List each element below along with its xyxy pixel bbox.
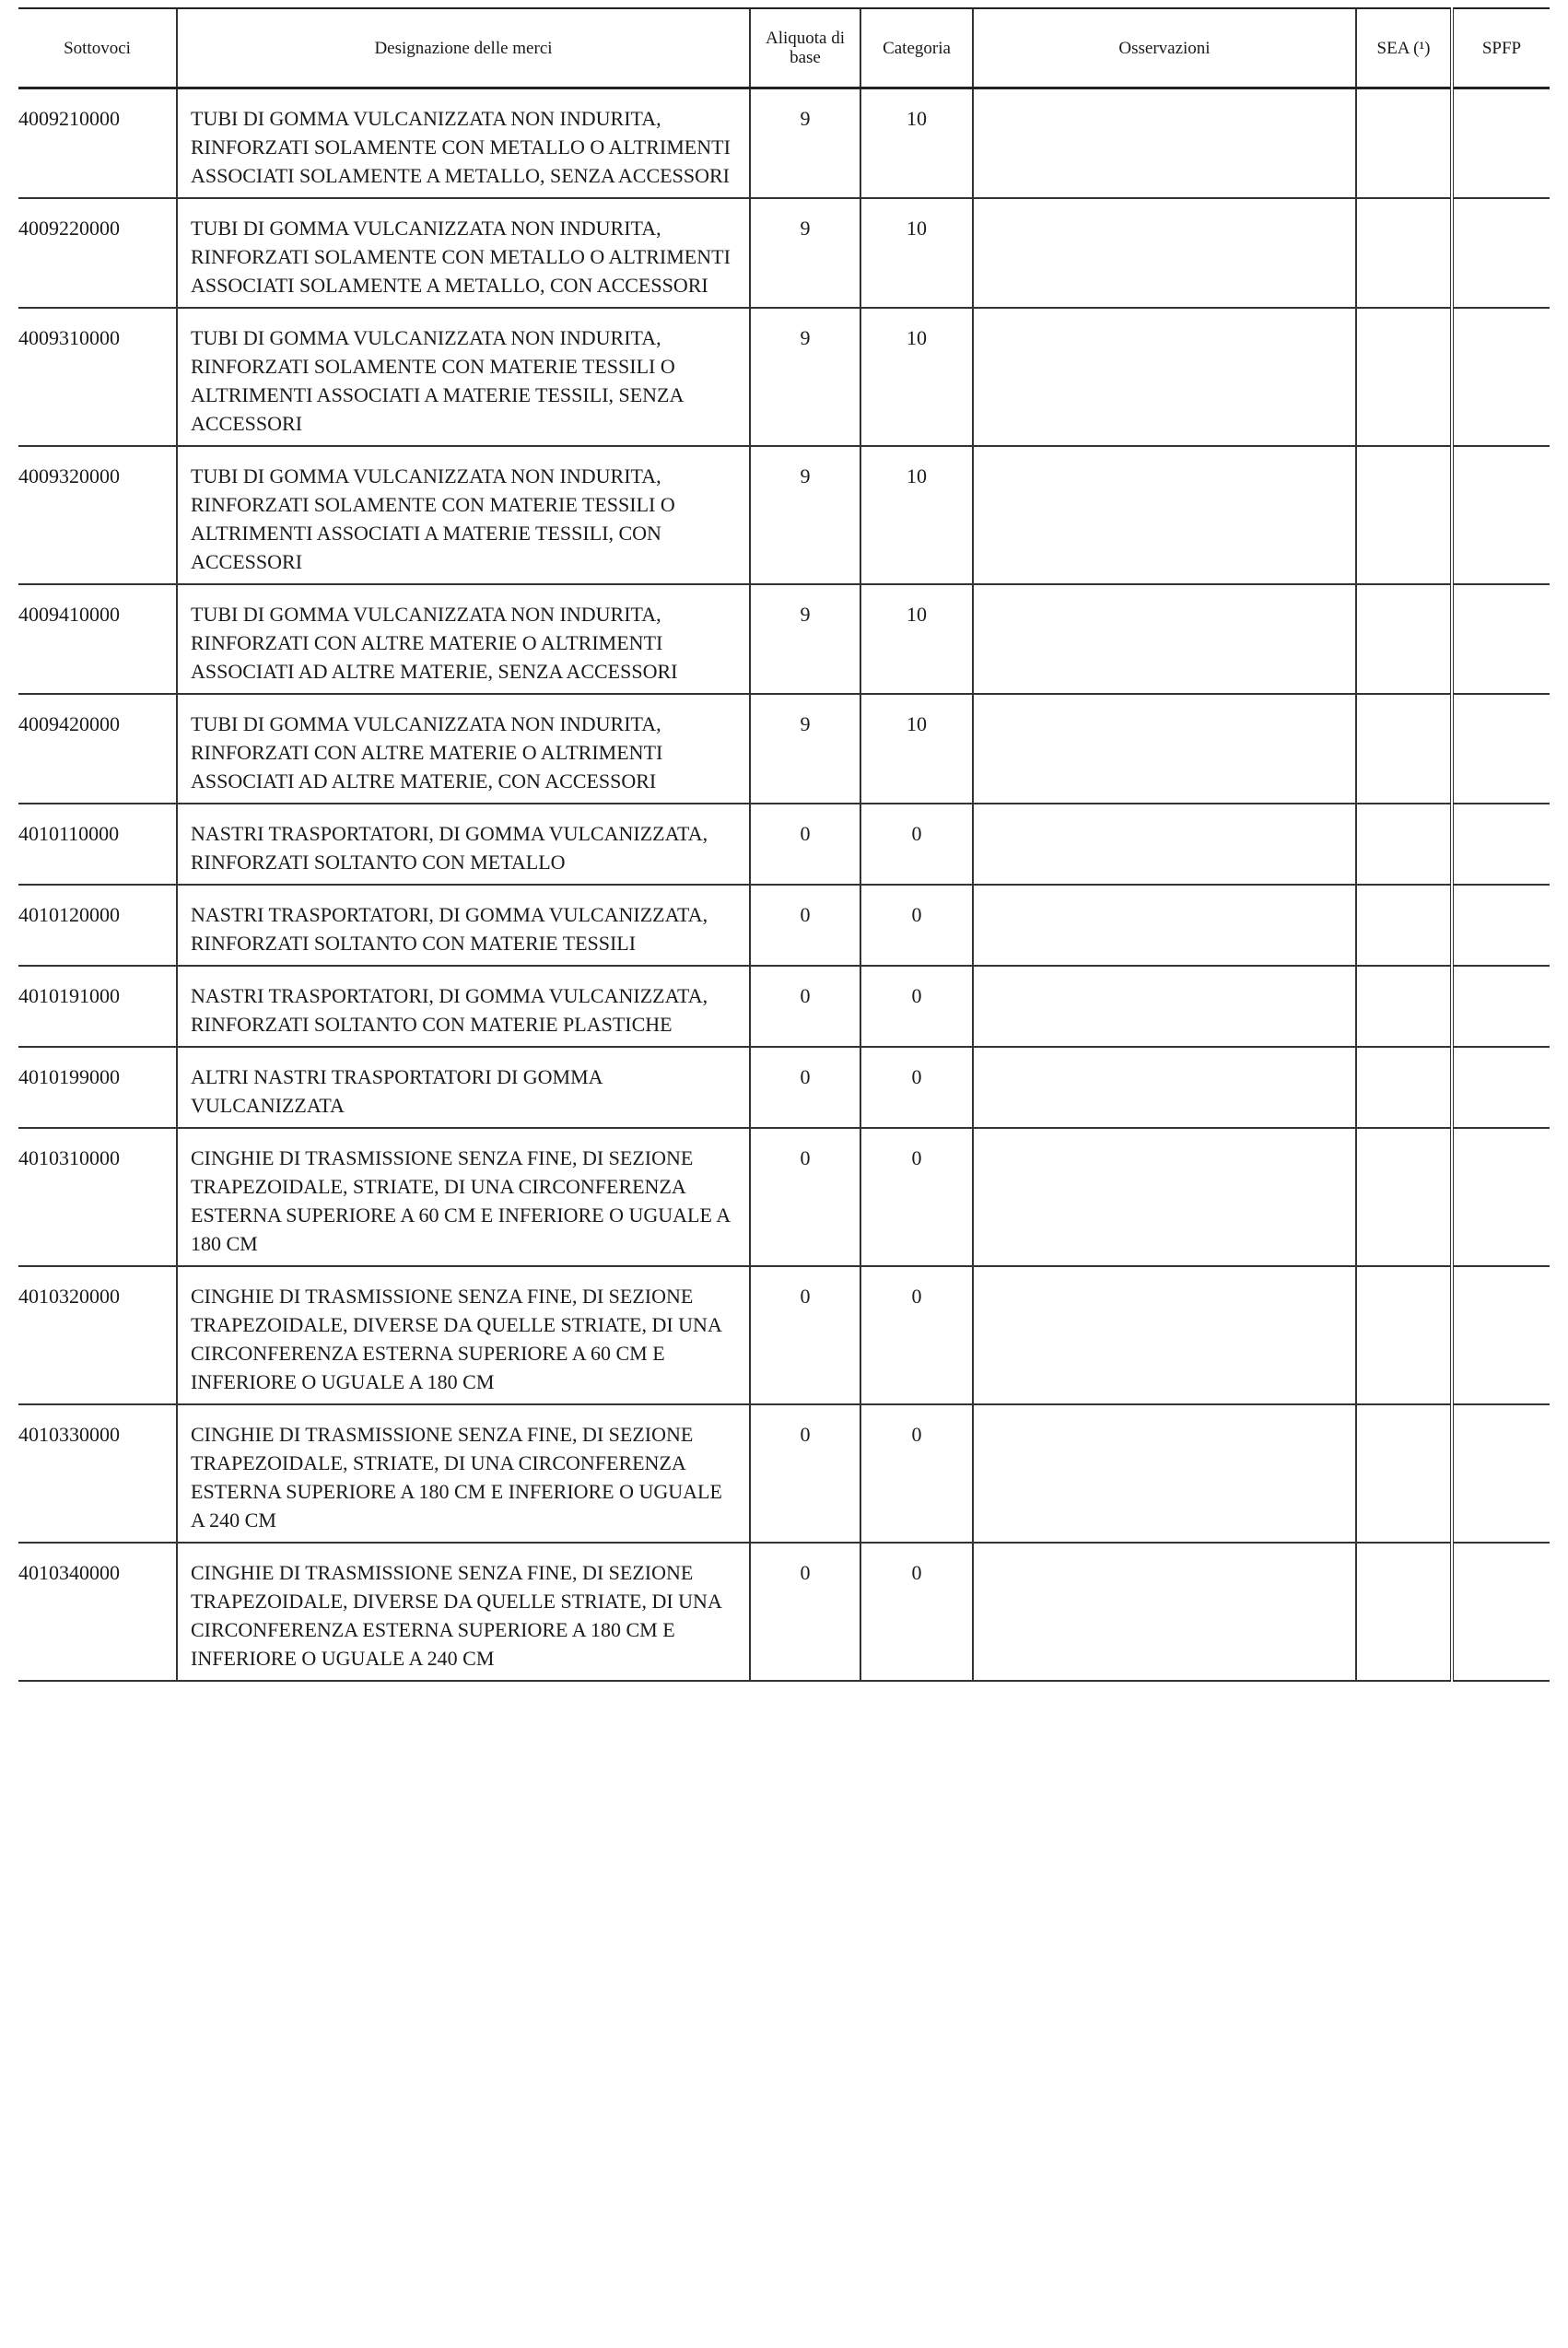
base-rate: 9 xyxy=(750,88,860,199)
goods-description: TUBI DI GOMMA VULCANIZZATA NON INDURITA, RINFORZATI SOLAMENTE CON MATERIE TESSILI O ALTRIMENTI ASSOCIATI A MATERIE TESSILI, SENZA ACCESSORI xyxy=(177,308,750,446)
remarks-cell xyxy=(973,584,1356,694)
goods-description: CINGHIE DI TRASMISSIONE SENZA FINE, DI SEZIONE TRAPEZOIDALE, DIVERSE DA QUELLE STRIATE, DI UNA CIRCONFERENZA ESTERNA SUPERIORE A 180 CM E INFERIORE O UGUALE A 240 CM xyxy=(177,1543,750,1681)
subheading-code: 4009310000 xyxy=(18,308,177,446)
goods-description: CINGHIE DI TRASMISSIONE SENZA FINE, DI SEZIONE TRAPEZOIDALE, STRIATE, DI UNA CIRCONFERENZA ESTERNA SUPERIORE A 60 CM E INFERIORE O UGUALE A 180 CM xyxy=(177,1128,750,1266)
spfp-cell xyxy=(1452,88,1550,199)
subheading-code: 4009210000 xyxy=(18,88,177,199)
table-row xyxy=(18,804,1550,885)
subheading-code: 4010310000 xyxy=(18,1128,177,1266)
table-body xyxy=(18,88,1550,1682)
spfp-cell xyxy=(1452,1404,1550,1543)
spfp-cell xyxy=(1452,694,1550,804)
remarks-cell xyxy=(973,1404,1356,1543)
spfp-cell xyxy=(1452,446,1550,584)
spfp-cell xyxy=(1452,966,1550,1047)
base-rate: 0 xyxy=(750,1404,860,1543)
table-row xyxy=(18,584,1550,694)
goods-description: TUBI DI GOMMA VULCANIZZATA NON INDURITA, RINFORZATI SOLAMENTE CON METALLO O ALTRIMENTI ASSOCIATI SOLAMENTE A METALLO, CON ACCESSORI xyxy=(177,198,750,308)
base-rate: 9 xyxy=(750,694,860,804)
staging-category: 0 xyxy=(860,966,973,1047)
sea-cell xyxy=(1356,1404,1452,1543)
header-base-rate: Aliquota di base xyxy=(750,8,860,88)
goods-description: TUBI DI GOMMA VULCANIZZATA NON INDURITA, RINFORZATI SOLAMENTE CON METALLO O ALTRIMENTI ASSOCIATI SOLAMENTE A METALLO, SENZA ACCESSORI xyxy=(177,88,750,199)
header-sea: SEA (¹) xyxy=(1356,8,1452,88)
table-row xyxy=(18,966,1550,1047)
spfp-cell xyxy=(1452,1543,1550,1681)
staging-category: 10 xyxy=(860,88,973,199)
remarks-cell xyxy=(973,88,1356,199)
remarks-cell xyxy=(973,885,1356,966)
base-rate: 9 xyxy=(750,308,860,446)
goods-description: NASTRI TRASPORTATORI, DI GOMMA VULCANIZZATA, RINFORZATI SOLTANTO CON MATERIE TESSILI xyxy=(177,885,750,966)
staging-category: 0 xyxy=(860,1047,973,1128)
table-row xyxy=(18,885,1550,966)
subheading-code: 4009410000 xyxy=(18,584,177,694)
goods-description: TUBI DI GOMMA VULCANIZZATA NON INDURITA, RINFORZATI SOLAMENTE CON MATERIE TESSILI O ALTRIMENTI ASSOCIATI A MATERIE TESSILI, CON ACCESSORI xyxy=(177,446,750,584)
spfp-cell xyxy=(1452,804,1550,885)
remarks-cell xyxy=(973,966,1356,1047)
goods-description: TUBI DI GOMMA VULCANIZZATA NON INDURITA, RINFORZATI CON ALTRE MATERIE O ALTRIMENTI ASSOCIATI AD ALTRE MATERIE, CON ACCESSORI xyxy=(177,694,750,804)
header-category: Categoria xyxy=(860,8,973,88)
sea-cell xyxy=(1356,198,1452,308)
staging-category: 0 xyxy=(860,1543,973,1681)
subheading-code: 4010320000 xyxy=(18,1266,177,1404)
goods-description: TUBI DI GOMMA VULCANIZZATA NON INDURITA, RINFORZATI CON ALTRE MATERIE O ALTRIMENTI ASSOCIATI AD ALTRE MATERIE, SENZA ACCESSORI xyxy=(177,584,750,694)
tariff-document xyxy=(18,7,1550,1682)
base-rate: 9 xyxy=(750,446,860,584)
spfp-cell xyxy=(1452,584,1550,694)
remarks-cell xyxy=(973,694,1356,804)
staging-category: 10 xyxy=(860,694,973,804)
sea-cell xyxy=(1356,1128,1452,1266)
sea-cell xyxy=(1356,308,1452,446)
table-header-row xyxy=(18,8,1550,88)
base-rate: 0 xyxy=(750,804,860,885)
remarks-cell xyxy=(973,1266,1356,1404)
goods-description: ALTRI NASTRI TRASPORTATORI DI GOMMA VULCANIZZATA xyxy=(177,1047,750,1128)
table-row xyxy=(18,1266,1550,1404)
subheading-code: 4009420000 xyxy=(18,694,177,804)
header-description: Designazione delle merci xyxy=(177,8,750,88)
sea-cell xyxy=(1356,885,1452,966)
table-row xyxy=(18,1543,1550,1681)
base-rate: 0 xyxy=(750,1128,860,1266)
spfp-cell xyxy=(1452,308,1550,446)
sea-cell xyxy=(1356,584,1452,694)
spfp-cell xyxy=(1452,1128,1550,1266)
subheading-code: 4009220000 xyxy=(18,198,177,308)
staging-category: 0 xyxy=(860,1404,973,1543)
staging-category: 0 xyxy=(860,885,973,966)
table-row xyxy=(18,1128,1550,1266)
sea-cell xyxy=(1356,446,1452,584)
base-rate: 0 xyxy=(750,1266,860,1404)
base-rate: 0 xyxy=(750,1047,860,1128)
table-row xyxy=(18,88,1550,199)
goods-description: NASTRI TRASPORTATORI, DI GOMMA VULCANIZZATA, RINFORZATI SOLTANTO CON MATERIE PLASTICHE xyxy=(177,966,750,1047)
remarks-cell xyxy=(973,308,1356,446)
staging-category: 10 xyxy=(860,584,973,694)
base-rate: 9 xyxy=(750,198,860,308)
sea-cell xyxy=(1356,966,1452,1047)
spfp-cell xyxy=(1452,198,1550,308)
staging-category: 0 xyxy=(860,804,973,885)
staging-category: 0 xyxy=(860,1128,973,1266)
header-remarks: Osservazioni xyxy=(973,8,1356,88)
staging-category: 0 xyxy=(860,1266,973,1404)
subheading-code: 4010120000 xyxy=(18,885,177,966)
base-rate: 0 xyxy=(750,1543,860,1681)
sea-cell xyxy=(1356,88,1452,199)
subheading-code: 4009320000 xyxy=(18,446,177,584)
staging-category: 10 xyxy=(860,198,973,308)
spfp-cell xyxy=(1452,885,1550,966)
tariff-table xyxy=(18,7,1550,1682)
sea-cell xyxy=(1356,1543,1452,1681)
table-row xyxy=(18,1404,1550,1543)
remarks-cell xyxy=(973,1128,1356,1266)
remarks-cell xyxy=(973,804,1356,885)
sea-cell xyxy=(1356,1266,1452,1404)
remarks-cell xyxy=(973,446,1356,584)
table-row xyxy=(18,1047,1550,1128)
table-row xyxy=(18,446,1550,584)
sea-cell xyxy=(1356,694,1452,804)
base-rate: 0 xyxy=(750,885,860,966)
staging-category: 10 xyxy=(860,446,973,584)
spfp-cell xyxy=(1452,1266,1550,1404)
table-row xyxy=(18,694,1550,804)
sea-cell xyxy=(1356,1047,1452,1128)
table-row xyxy=(18,308,1550,446)
remarks-cell xyxy=(973,1047,1356,1128)
goods-description: NASTRI TRASPORTATORI, DI GOMMA VULCANIZZATA, RINFORZATI SOLTANTO CON METALLO xyxy=(177,804,750,885)
goods-description: CINGHIE DI TRASMISSIONE SENZA FINE, DI SEZIONE TRAPEZOIDALE, STRIATE, DI UNA CIRCONFERENZA ESTERNA SUPERIORE A 180 CM E INFERIORE O UGUALE A 240 CM xyxy=(177,1404,750,1543)
subheading-code: 4010340000 xyxy=(18,1543,177,1681)
subheading-code: 4010199000 xyxy=(18,1047,177,1128)
table-row xyxy=(18,198,1550,308)
spfp-cell xyxy=(1452,1047,1550,1128)
remarks-cell xyxy=(973,1543,1356,1681)
remarks-cell xyxy=(973,198,1356,308)
base-rate: 0 xyxy=(750,966,860,1047)
sea-cell xyxy=(1356,804,1452,885)
staging-category: 10 xyxy=(860,308,973,446)
subheading-code: 4010191000 xyxy=(18,966,177,1047)
goods-description: CINGHIE DI TRASMISSIONE SENZA FINE, DI SEZIONE TRAPEZOIDALE, DIVERSE DA QUELLE STRIATE, DI UNA CIRCONFERENZA ESTERNA SUPERIORE A 60 CM E INFERIORE O UGUALE A 180 CM xyxy=(177,1266,750,1404)
subheading-code: 4010110000 xyxy=(18,804,177,885)
header-spfp: SPFP xyxy=(1452,8,1550,88)
base-rate: 9 xyxy=(750,584,860,694)
subheading-code: 4010330000 xyxy=(18,1404,177,1543)
header-code: Sottovoci xyxy=(18,8,177,88)
